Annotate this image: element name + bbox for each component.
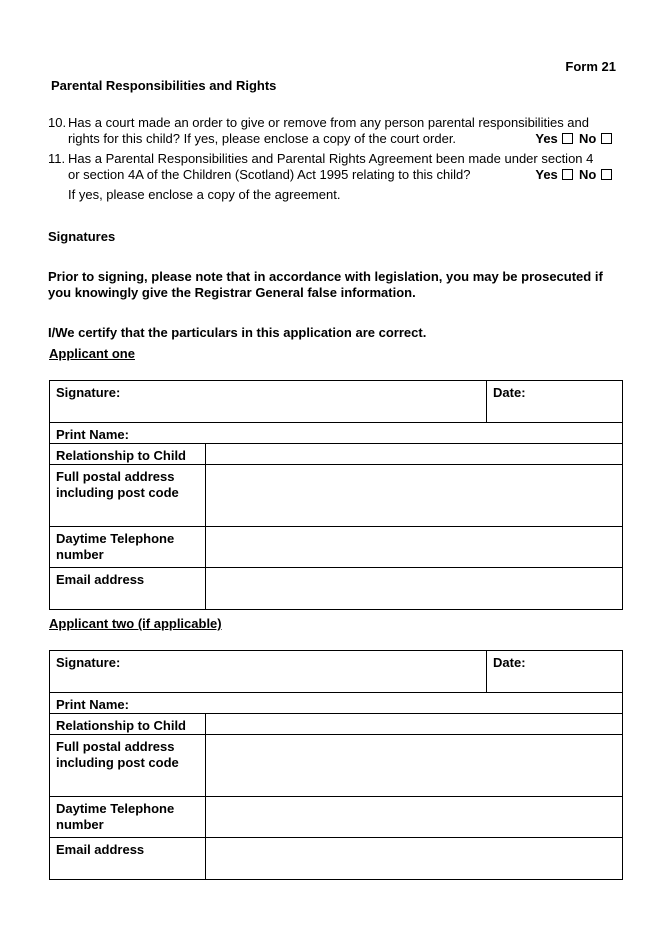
relationship-input[interactable] bbox=[206, 714, 623, 735]
question-text-line-1: Has a court made an order to give or remove from any person parental responsibilities and bbox=[68, 115, 589, 130]
yes-no-options bbox=[535, 131, 614, 147]
no-checkbox[interactable] bbox=[601, 169, 612, 180]
signature-field[interactable] bbox=[50, 381, 487, 423]
phone-label-line-2: number bbox=[56, 547, 104, 562]
applicant-two-heading: Applicant two (if applicable) bbox=[49, 616, 222, 631]
print-name-field[interactable] bbox=[50, 423, 623, 444]
phone-label bbox=[50, 797, 206, 838]
legal-warning-line-2: you knowingly give the Registrar General false information. bbox=[48, 285, 416, 300]
no-checkbox[interactable] bbox=[601, 133, 612, 144]
email-label: Email address bbox=[50, 838, 206, 880]
section-title: Parental Responsibilities and Rights bbox=[51, 78, 277, 93]
question-number: 11. bbox=[48, 151, 66, 166]
email-input[interactable] bbox=[206, 838, 623, 880]
yes-checkbox[interactable] bbox=[562, 169, 573, 180]
address-label bbox=[50, 465, 206, 527]
address-label-line-1: Full postal address bbox=[56, 739, 175, 754]
address-label bbox=[50, 735, 206, 797]
yes-label: Yes bbox=[535, 167, 558, 182]
question-text-line-2: rights for this child? If yes, please enclose a copy of the court order. bbox=[68, 131, 457, 146]
question-text-line-2: or section 4A of the Children (Scotland) Act 1995 relating to this child? bbox=[68, 167, 471, 182]
print-name-field[interactable] bbox=[50, 693, 623, 714]
signature-label: Signature: bbox=[56, 385, 121, 400]
address-input[interactable] bbox=[206, 465, 623, 527]
phone-label-line-1: Daytime Telephone bbox=[56, 801, 175, 816]
signature-label: Signature: bbox=[56, 655, 121, 670]
no-label: No bbox=[579, 167, 597, 182]
applicant-one-table bbox=[49, 380, 623, 610]
relationship-label: Relationship to Child bbox=[50, 444, 206, 465]
legal-warning-line-1: Prior to signing, please note that in accordance with legislation, you may be prosecuted if bbox=[48, 269, 603, 284]
question-number: 10. bbox=[48, 115, 67, 130]
address-label-line-1: Full postal address bbox=[56, 469, 175, 484]
form-number: Form 21 bbox=[565, 59, 616, 74]
print-name-label: Print Name: bbox=[56, 697, 129, 712]
signature-field[interactable] bbox=[50, 651, 487, 693]
date-label: Date: bbox=[493, 655, 526, 670]
yes-label: Yes bbox=[535, 131, 558, 146]
signatures-heading: Signatures bbox=[48, 229, 116, 244]
question-11 bbox=[48, 151, 614, 203]
relationship-input[interactable] bbox=[206, 444, 623, 465]
applicant-one-heading: Applicant one bbox=[49, 346, 135, 361]
email-input[interactable] bbox=[206, 568, 623, 610]
question-note: If yes, please enclose a copy of the agreement. bbox=[68, 187, 341, 202]
question-text-line-1: Has a Parental Responsibilities and Parental Rights Agreement been made under section 4 bbox=[68, 151, 594, 166]
date-label: Date: bbox=[493, 385, 526, 400]
applicant-two-table bbox=[49, 650, 623, 880]
date-field[interactable] bbox=[487, 651, 623, 693]
yes-checkbox[interactable] bbox=[562, 133, 573, 144]
relationship-label: Relationship to Child bbox=[50, 714, 206, 735]
phone-label-line-1: Daytime Telephone bbox=[56, 531, 175, 546]
legal-warning bbox=[48, 269, 603, 301]
phone-label-line-2: number bbox=[56, 817, 104, 832]
question-10 bbox=[48, 115, 614, 149]
address-label-line-2: including post code bbox=[56, 755, 179, 770]
address-label-line-2: including post code bbox=[56, 485, 179, 500]
no-label: No bbox=[579, 131, 597, 146]
phone-input[interactable] bbox=[206, 527, 623, 568]
print-name-label: Print Name: bbox=[56, 427, 129, 442]
yes-no-options bbox=[535, 167, 614, 183]
email-label: Email address bbox=[50, 568, 206, 610]
phone-input[interactable] bbox=[206, 797, 623, 838]
date-field[interactable] bbox=[487, 381, 623, 423]
certification-statement: I/We certify that the particulars in this application are correct. bbox=[48, 325, 427, 340]
address-input[interactable] bbox=[206, 735, 623, 797]
phone-label bbox=[50, 527, 206, 568]
